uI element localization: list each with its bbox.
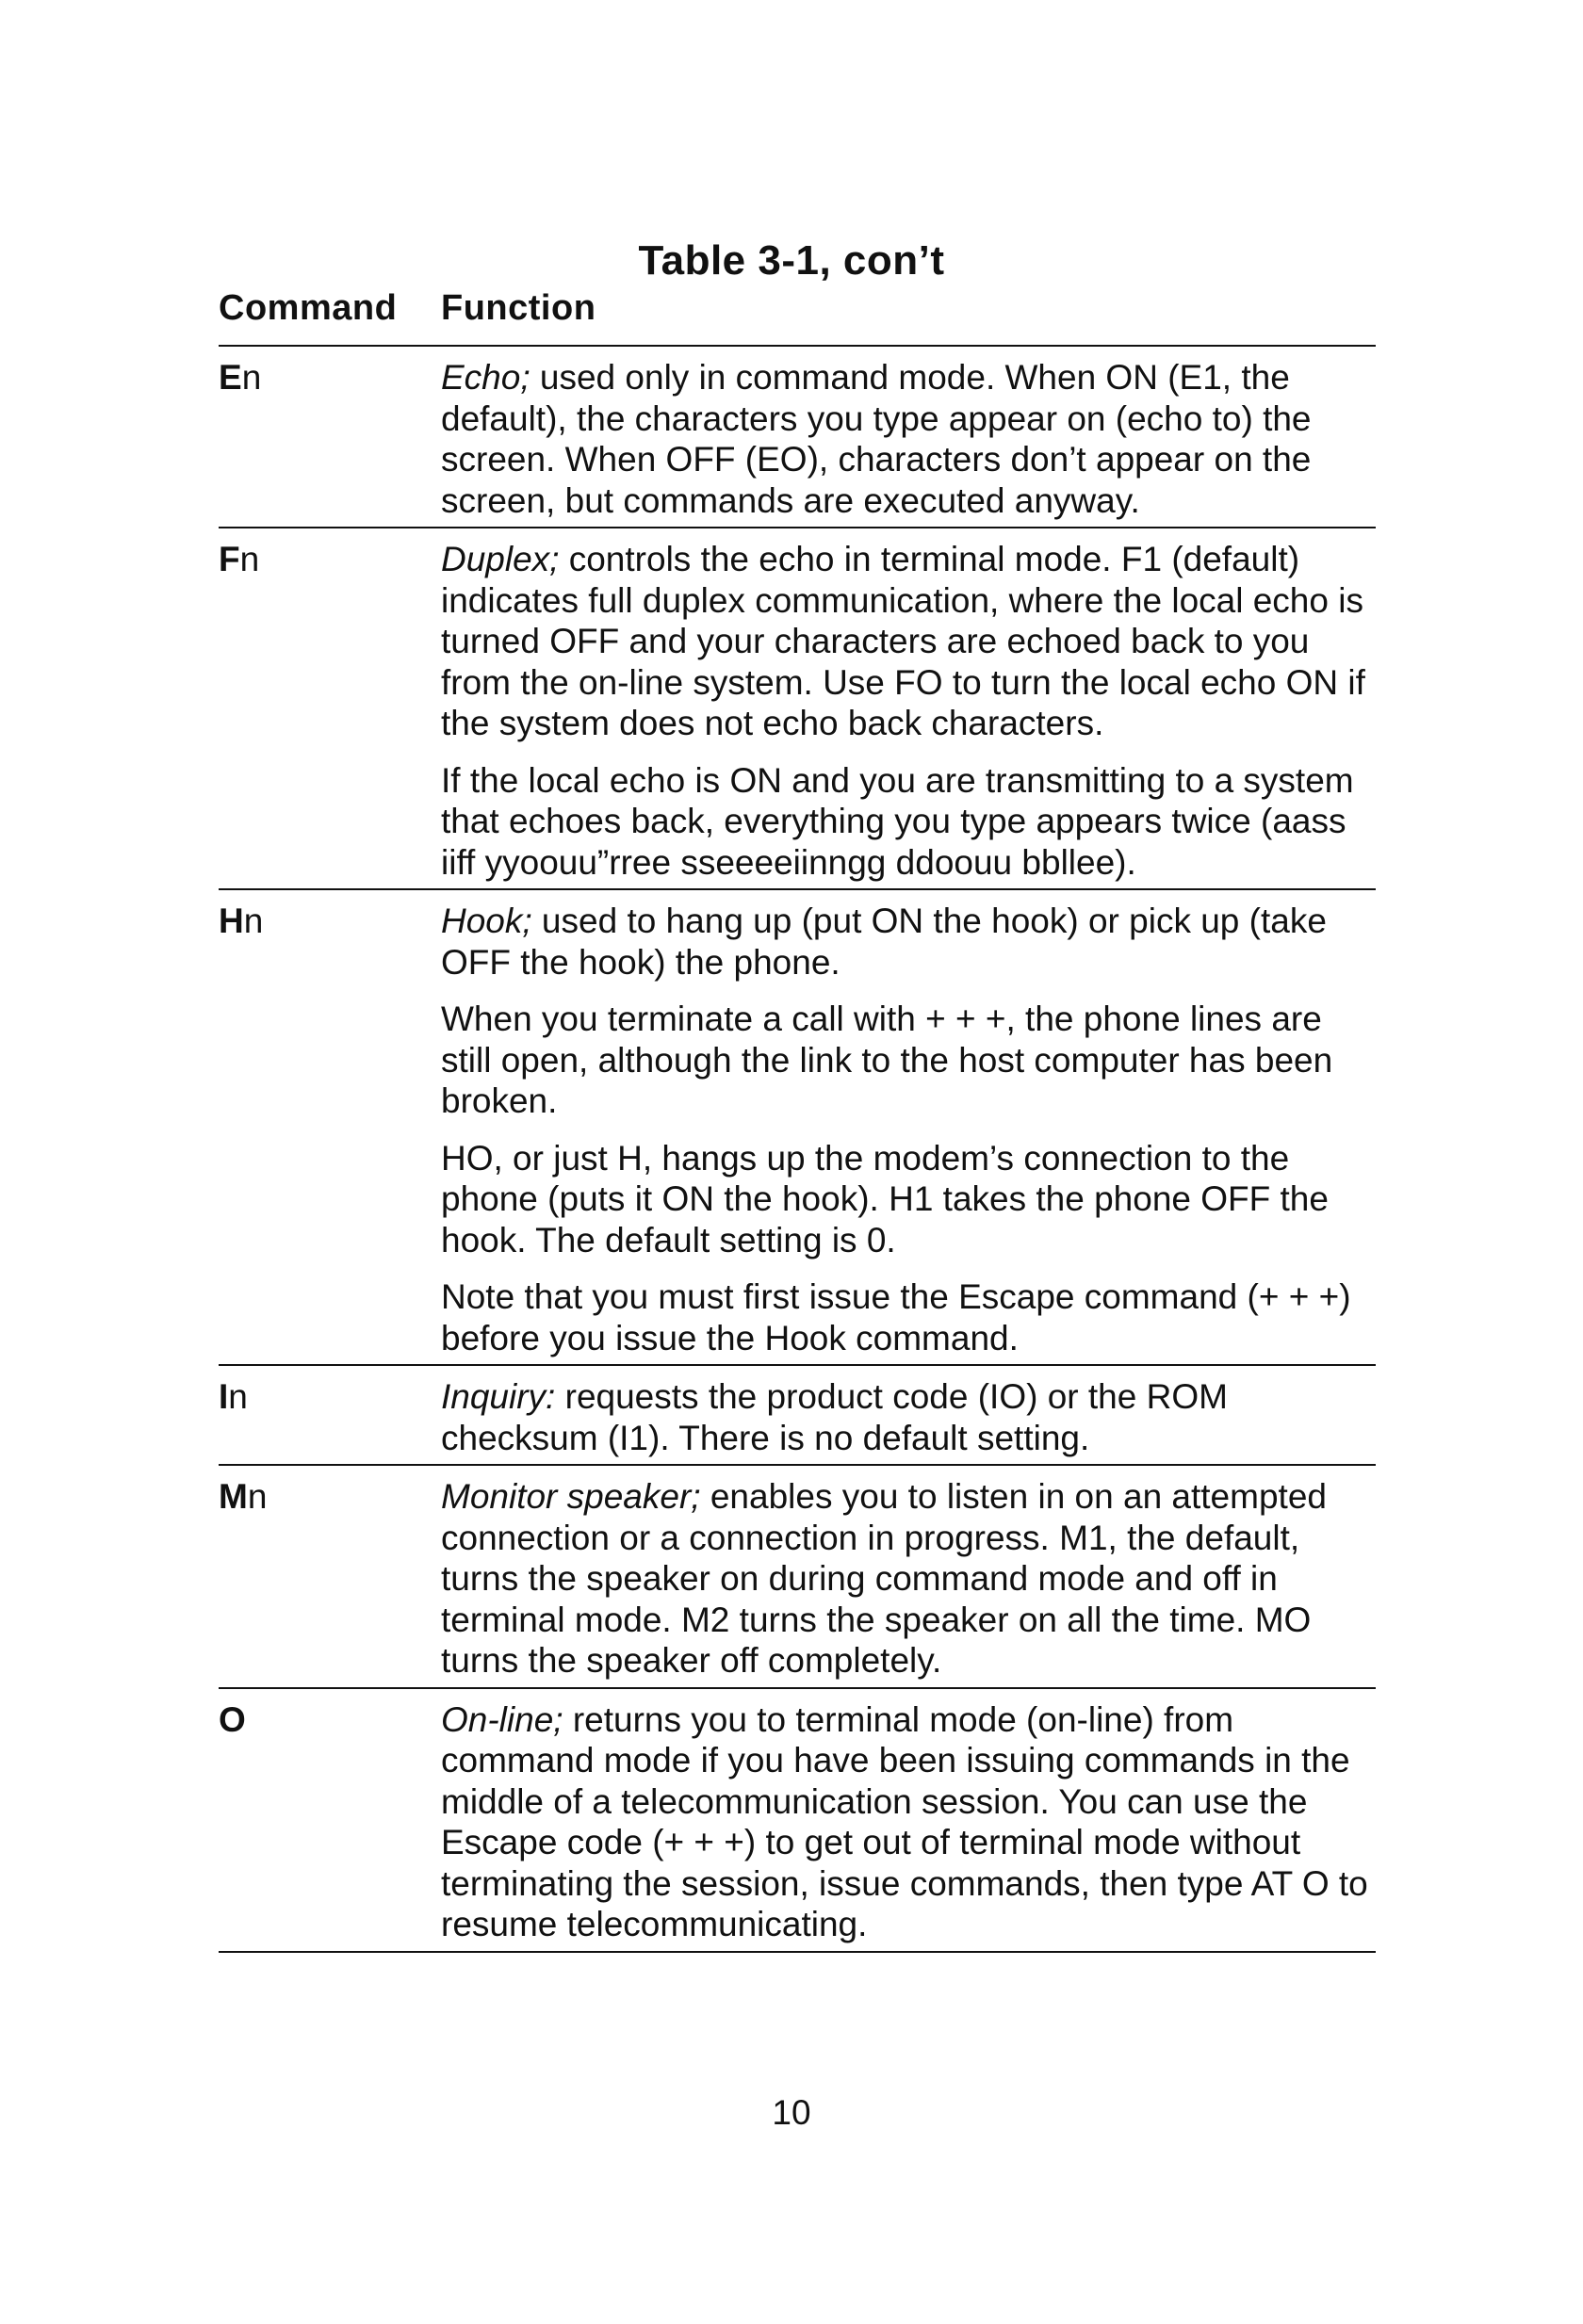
command-cell: Hn xyxy=(219,902,264,940)
function-paragraph xyxy=(441,1276,1376,1358)
function-text: controls the echo in terminal mode. F1 (default) indicates full duplex communication, where the local echo is turned OFF and your characters are echoed back to you from the on-line system. Use FO to turn the local echo ON if the system does not echo back characters. xyxy=(441,540,1365,742)
command-cell: En xyxy=(219,358,262,397)
function-cell xyxy=(441,539,1376,883)
command-table xyxy=(219,345,1376,1953)
function-text: Note that you must first issue the Escape command (+ + +) before you issue the Hook command. xyxy=(441,1277,1351,1357)
function-text: requests the product code (IO) or the ROM checksum (I1). There is no default setting. xyxy=(441,1377,1228,1457)
function-paragraph xyxy=(441,901,1376,983)
command-cell: Fn xyxy=(219,540,260,578)
function-cell xyxy=(441,1699,1376,1945)
function-cell xyxy=(441,1476,1376,1682)
function-paragraph xyxy=(441,1699,1376,1945)
command-cell: O xyxy=(219,1699,246,1739)
function-paragraph xyxy=(441,1376,1376,1458)
table-row xyxy=(219,1466,1376,1689)
function-text: If the local echo is ON and you are transmitting to a system that echoes back, everything you type appears twice (aass iiff yyoouu”rree sseeeeiinngg ddoouu bbllee). xyxy=(441,760,1354,882)
table-row xyxy=(219,347,1376,528)
command-cell: Mn xyxy=(219,1477,268,1516)
page-number: 10 xyxy=(772,2093,811,2132)
table-row xyxy=(219,1689,1376,1953)
function-paragraph xyxy=(441,1476,1376,1682)
function-term: Echo; xyxy=(441,358,530,397)
table-row xyxy=(219,528,1376,890)
function-term: Hook; xyxy=(441,902,532,940)
function-text: returns you to terminal mode (on-line) from command mode if you have been issuing commands in the middle of a telecommunication session. You can use the Escape code (+ + +) to get out of terminal mode without terminating the session, issue commands, then type AT O to resume telecommunicating. xyxy=(441,1699,1368,1943)
function-text: HO, or just H, hangs up the modem’s connection to the phone (puts it ON the hook). H1 takes the phone OFF the hook. The default setting is 0. xyxy=(441,1138,1329,1260)
function-term: Inquiry: xyxy=(441,1377,556,1416)
function-term: On-line; xyxy=(441,1699,563,1739)
table-row xyxy=(219,1366,1376,1466)
command-cell: In xyxy=(219,1377,248,1416)
function-cell xyxy=(441,901,1376,1358)
function-paragraph xyxy=(441,539,1376,744)
function-text: used only in command mode. When ON (E1, the default), the characters you type appear on (echo to) the screen. When OFF (EO), characters don’t appear on the screen, but commands are executed anyway. xyxy=(441,358,1312,520)
function-paragraph xyxy=(441,760,1376,884)
column-header-function: Function xyxy=(441,288,596,328)
function-term: Duplex; xyxy=(441,540,560,578)
function-paragraph xyxy=(441,357,1376,521)
function-cell xyxy=(441,1376,1376,1458)
function-paragraph xyxy=(441,1138,1376,1261)
function-paragraph xyxy=(441,999,1376,1122)
page-title: Table 3-1, con’t xyxy=(638,237,945,284)
function-term: Monitor speaker; xyxy=(441,1477,701,1516)
function-text: When you terminate a call with + + +, the phone lines are still open, although the link to the host computer has been broken. xyxy=(441,999,1333,1120)
function-text: enables you to listen in on an attempted connection or a connection in progress. M1, the default, turns the speaker on during command mode and off in terminal mode. M2 turns the speaker on all the time. MO turns the speaker off completely. xyxy=(441,1477,1327,1680)
table-row xyxy=(219,890,1376,1366)
column-header-command: Command xyxy=(219,288,398,328)
function-cell xyxy=(441,357,1376,521)
function-text: used to hang up (put ON the hook) or pick up (take OFF the hook) the phone. xyxy=(441,902,1327,982)
